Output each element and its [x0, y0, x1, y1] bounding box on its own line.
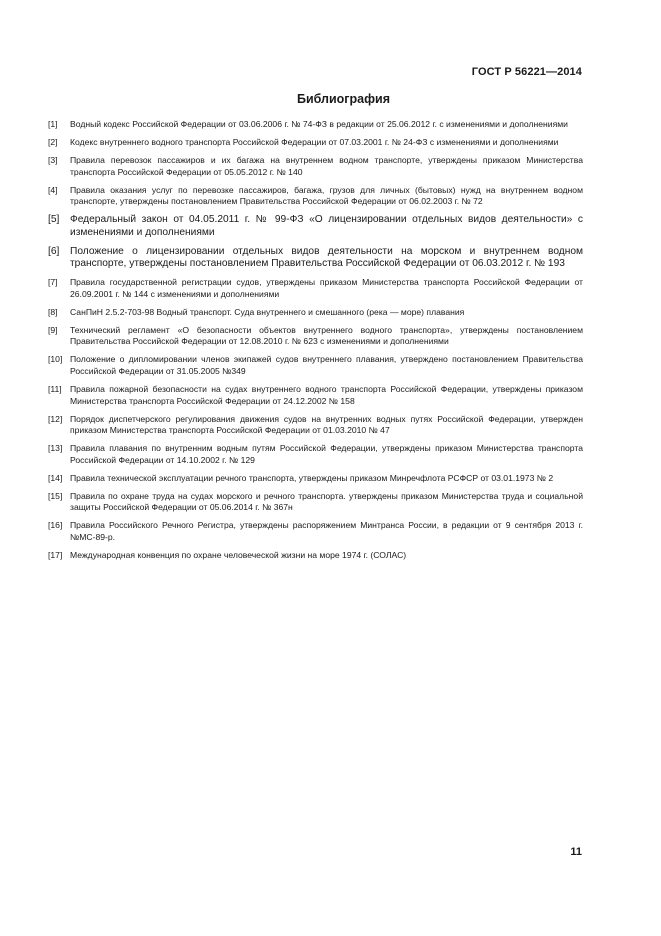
- reference-item-11: [48, 384, 583, 407]
- reference-text: Порядок диспетчерского регулирования движения судов на внутренних водных путях Российской Федерации, утвержден приказом Министерства транспорта Российской Федерации от 01.03.2010 № 47: [70, 413, 583, 436]
- reference-number: [11]: [48, 384, 62, 394]
- reference-item-8: [48, 307, 583, 319]
- reference-number: [9]: [48, 324, 58, 335]
- bibliography-list: [48, 119, 583, 568]
- reference-text: Правила государственной регистрации судов, утверждены приказом Министерства транспорта Российской Федерации от 26.09.2001 г. № 144 с изменениями и дополнениями: [70, 277, 583, 299]
- reference-item-6: [48, 246, 583, 271]
- reference-number: [13]: [48, 443, 63, 454]
- reference-item-4: [48, 185, 583, 208]
- document-code: ГОСТ Р 56221—2014: [471, 66, 582, 78]
- reference-number: [2]: [48, 136, 58, 147]
- reference-text: Правила перевозок пассажиров и их багажа на внутреннем водном транспорте, утверждены приказом Министерства транспорта Российской Федерации от 05.05.2012 г. № 140: [70, 154, 583, 177]
- reference-text: СанПиН 2.5.2-703-98 Водный транспорт. Суда внутреннего и смешанного (река — море) плавания: [70, 306, 465, 317]
- reference-number: [6]: [48, 245, 60, 257]
- page-title: Библиография: [296, 92, 391, 106]
- page-number: 11: [570, 846, 582, 858]
- reference-number: [7]: [48, 277, 58, 288]
- reference-text: Правила пожарной безопасности на судах внутреннего водного транспорта Российской Федерации, утверждены приказом Министерства транспорта Российской Федерации от 24.12.2002 № 158: [70, 384, 583, 406]
- reference-number: [1]: [48, 119, 58, 129]
- reference-item-12: [48, 414, 583, 437]
- reference-text: Водный кодекс Российской Федерации от 03.06.2006 г. № 74-ФЗ в редакции от 25.06.2012 г. с изменениями и дополнениями: [70, 119, 568, 129]
- reference-item-16: [48, 520, 583, 543]
- reference-item-3: [48, 155, 583, 178]
- reference-number: [15]: [48, 490, 63, 501]
- reference-item-1: [48, 119, 583, 131]
- reference-text: Правила оказания услуг по перевозке пассажиров, багажа, грузов для личных (бытовых) нужд на внутреннем водном транспорте, утверждены постановлением Правительства Российской Федерации от 06.02.2003 г. № 72: [70, 184, 583, 207]
- reference-text: Правила по охране труда на судах морского и речного транспорта. утверждены приказом Министерства труда и социальной защиты Российской Федерации от 05.06.2014 г. № 367н: [70, 490, 583, 513]
- reference-item-2: [48, 137, 583, 149]
- reference-text: Правила технической эксплуатации речного транспорта, утверждены приказом Минречфлота РСФСР от 03.01.1973 № 2: [70, 472, 554, 483]
- reference-item-13: [48, 443, 583, 466]
- reference-item-10: [48, 354, 583, 377]
- reference-item-14: [48, 473, 583, 485]
- reference-item-9: [48, 325, 583, 348]
- reference-number: [8]: [48, 306, 58, 317]
- reference-number: [16]: [48, 520, 63, 531]
- reference-item-5: [48, 214, 583, 239]
- reference-number: [10]: [48, 354, 63, 365]
- reference-number: [12]: [48, 413, 63, 424]
- reference-text: Положение о дипломировании членов экипажей судов внутреннего плавания, утверждено постановлением Правительства Российской Федерации от 31.05.2005 №349: [70, 354, 583, 377]
- reference-number: [5]: [48, 214, 60, 226]
- reference-item-15: [48, 491, 583, 514]
- reference-item-17: [48, 550, 583, 562]
- reference-text: Положение о лицензировании отдельных видов деятельности на морском и внутреннем водном транспорте, утверждены постановлением Правительства Российской Федерации от 06.03.2012 г. № 193: [70, 245, 583, 270]
- reference-number: [3]: [48, 154, 58, 165]
- reference-text: Кодекс внутреннего водного транспорта Российской Федерации от 07.03.2001 г. № 24-ФЗ с изменениями и дополнениями: [70, 136, 559, 147]
- reference-text: Правила Российского Речного Регистра, утверждены распоряжением Минтранса России, в редакции от 9 сентября 2013 г. №МС-89-р.: [70, 520, 583, 542]
- reference-text: Федеральный закон от 04.05.2011 г. № 99-ФЗ «О лицензировании отдельных видов деятельности» с изменениями и дополнениями: [70, 214, 583, 238]
- reference-text: Правила плавания по внутренним водным путям Российской Федерации, утверждены приказом Министерства транспорта Российской Федерации от 14.10.2002 г. № 129: [70, 443, 583, 465]
- reference-number: [4]: [48, 184, 58, 195]
- reference-number: [17]: [48, 549, 63, 560]
- reference-text: Международная конвенция по охране человеческой жизни на море 1974 г. (СОЛАС): [70, 549, 407, 560]
- reference-number: [14]: [48, 472, 63, 483]
- reference-text: Технический регламент «О безопасности объектов внутреннего водного транспорта», утверждены постановлением Правительства Российской Федерации от 12.08.2010 г. № 623 с изменениями и дополнениями: [70, 324, 583, 347]
- reference-item-7: [48, 277, 583, 300]
